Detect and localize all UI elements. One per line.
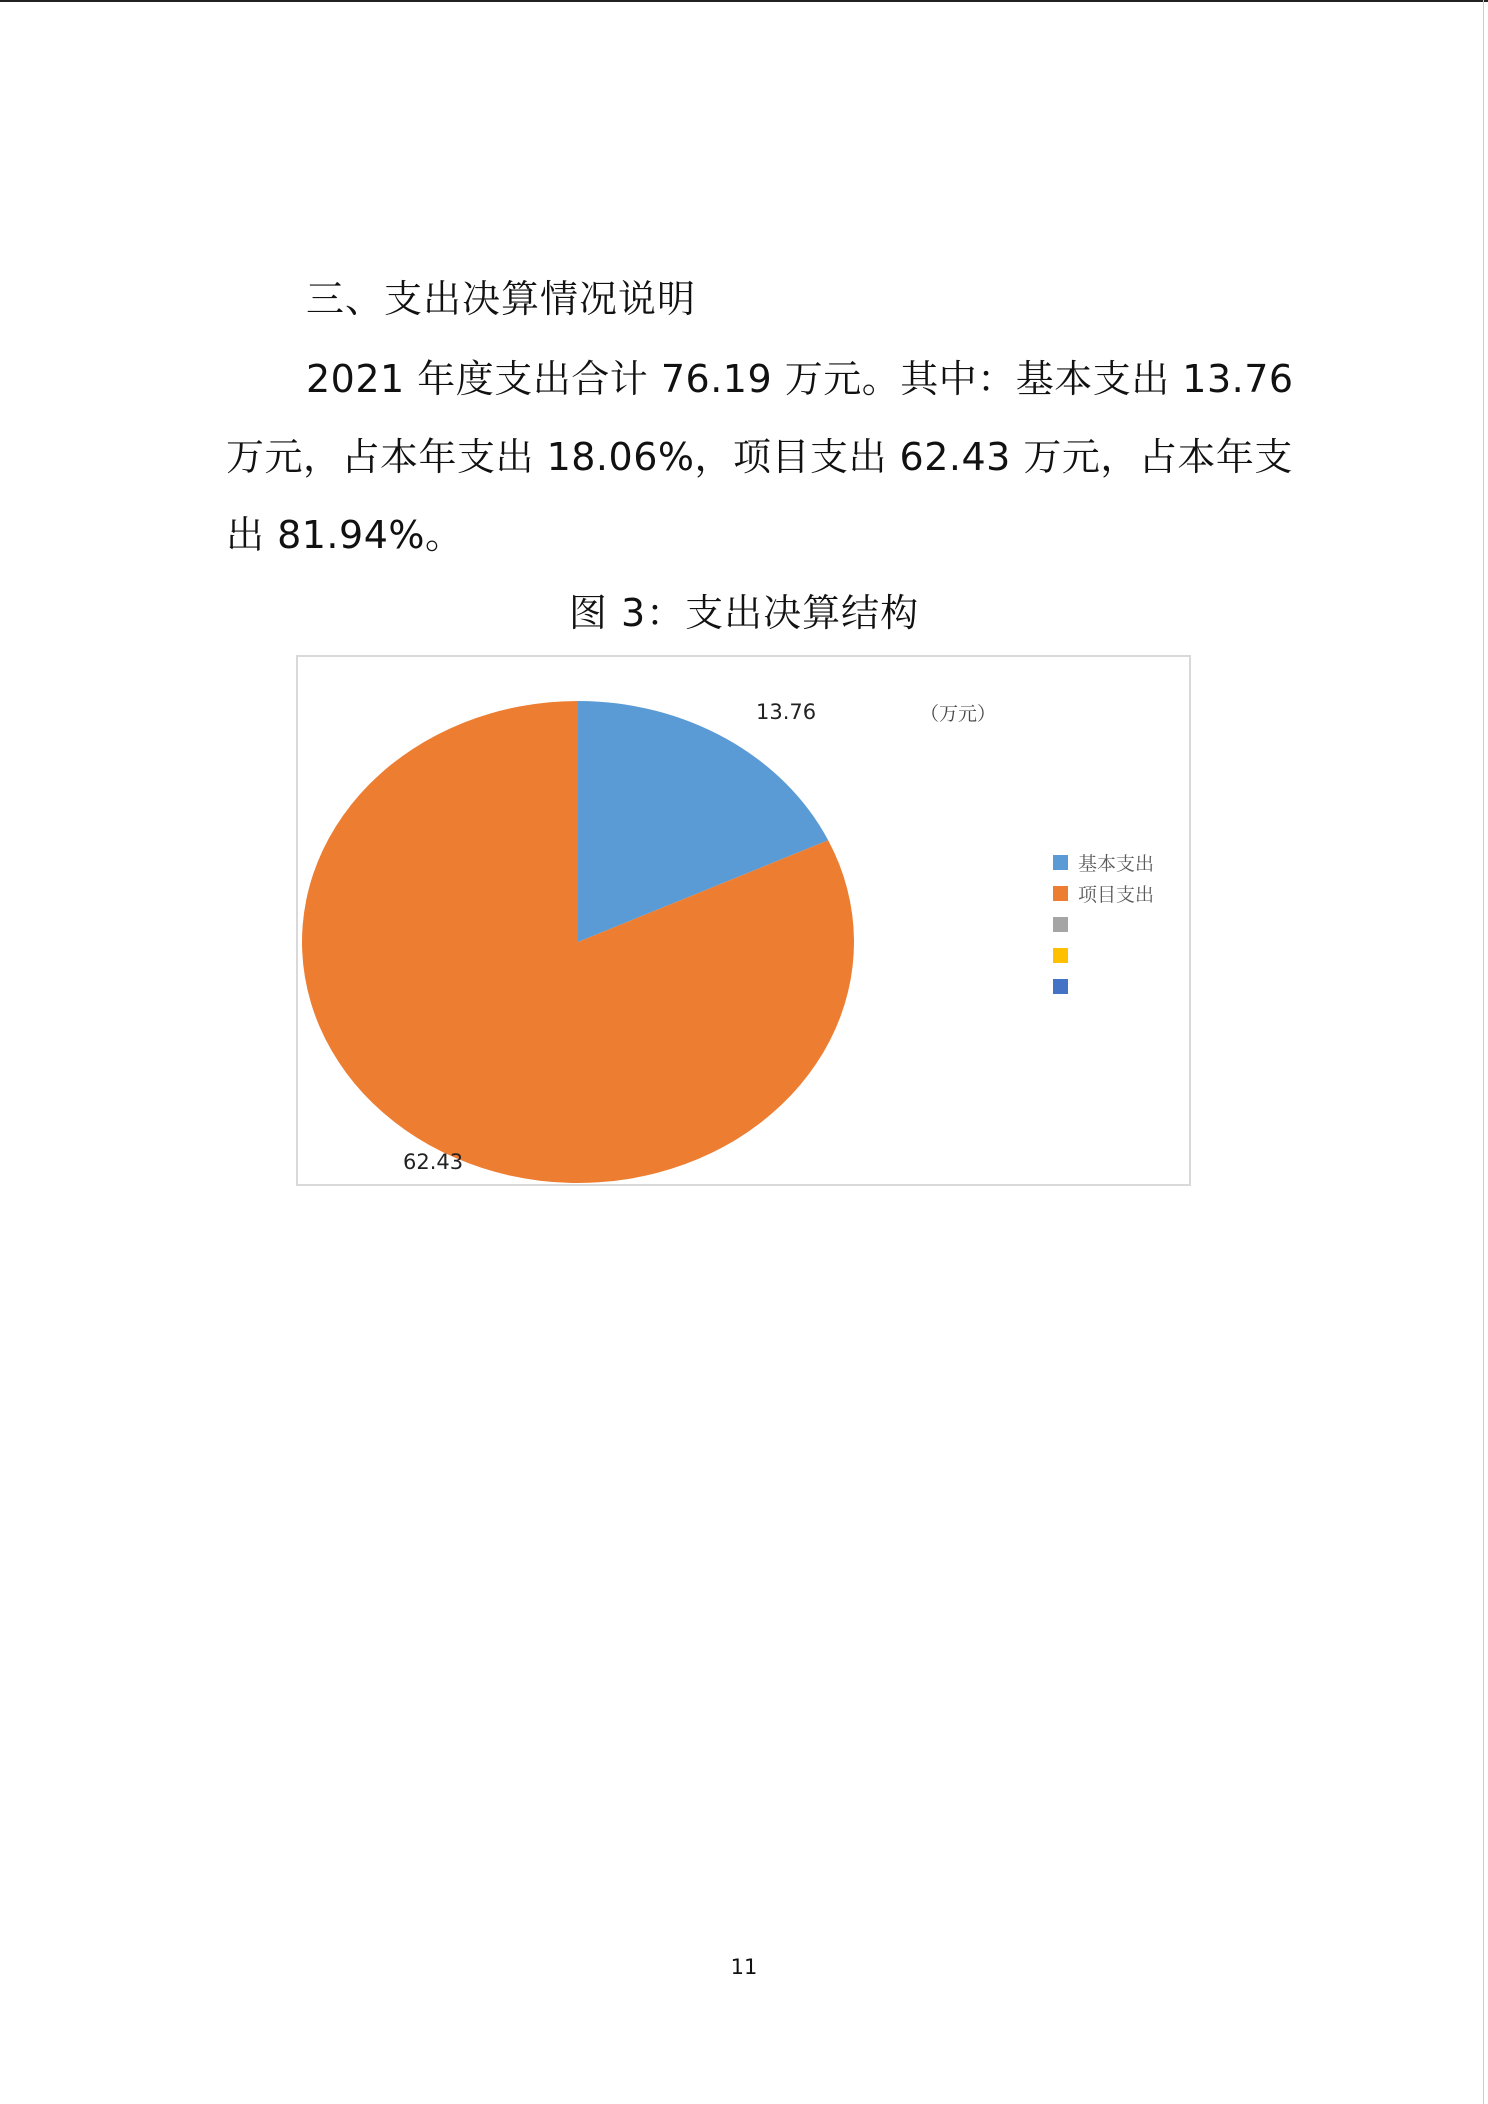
legend-label: 项目支出: [1078, 884, 1155, 906]
pie-data-label-2: 62.43: [403, 1150, 464, 1174]
legend-item-3: [1053, 909, 1154, 940]
legend-swatch: [1053, 855, 1068, 870]
top-border: [0, 0, 1488, 2]
pie-chart: [296, 655, 1191, 1186]
figure-caption: 图 3：支出决算结构: [568, 591, 920, 635]
legend-swatch: [1053, 886, 1068, 901]
legend-swatch: [1053, 948, 1068, 963]
paragraph-line-3: 出 81.94%。: [226, 513, 464, 557]
legend-item-2: [1053, 878, 1154, 909]
unit-label: （万元）: [920, 703, 997, 725]
legend-item-1: [1053, 847, 1154, 878]
legend-swatch: [1053, 979, 1068, 994]
legend-swatch: [1053, 917, 1068, 932]
section-heading: 三、支出决算情况说明: [306, 277, 697, 321]
paragraph-line-2: 万元，占本年支出 18.06%，项目支出 62.43 万元，占本年支: [226, 435, 1293, 479]
legend-item-5: [1053, 971, 1154, 1002]
legend-item-4: [1053, 940, 1154, 971]
paragraph-line-1: 2021 年度支出合计 76.19 万元。其中：基本支出 13.76: [306, 357, 1294, 401]
legend-label: 基本支出: [1078, 853, 1155, 875]
chart-legend: [1053, 847, 1154, 1002]
right-border: [1483, 0, 1484, 2104]
page-number: 11: [730, 1955, 758, 1979]
pie-data-label-1: 13.76: [756, 700, 817, 724]
